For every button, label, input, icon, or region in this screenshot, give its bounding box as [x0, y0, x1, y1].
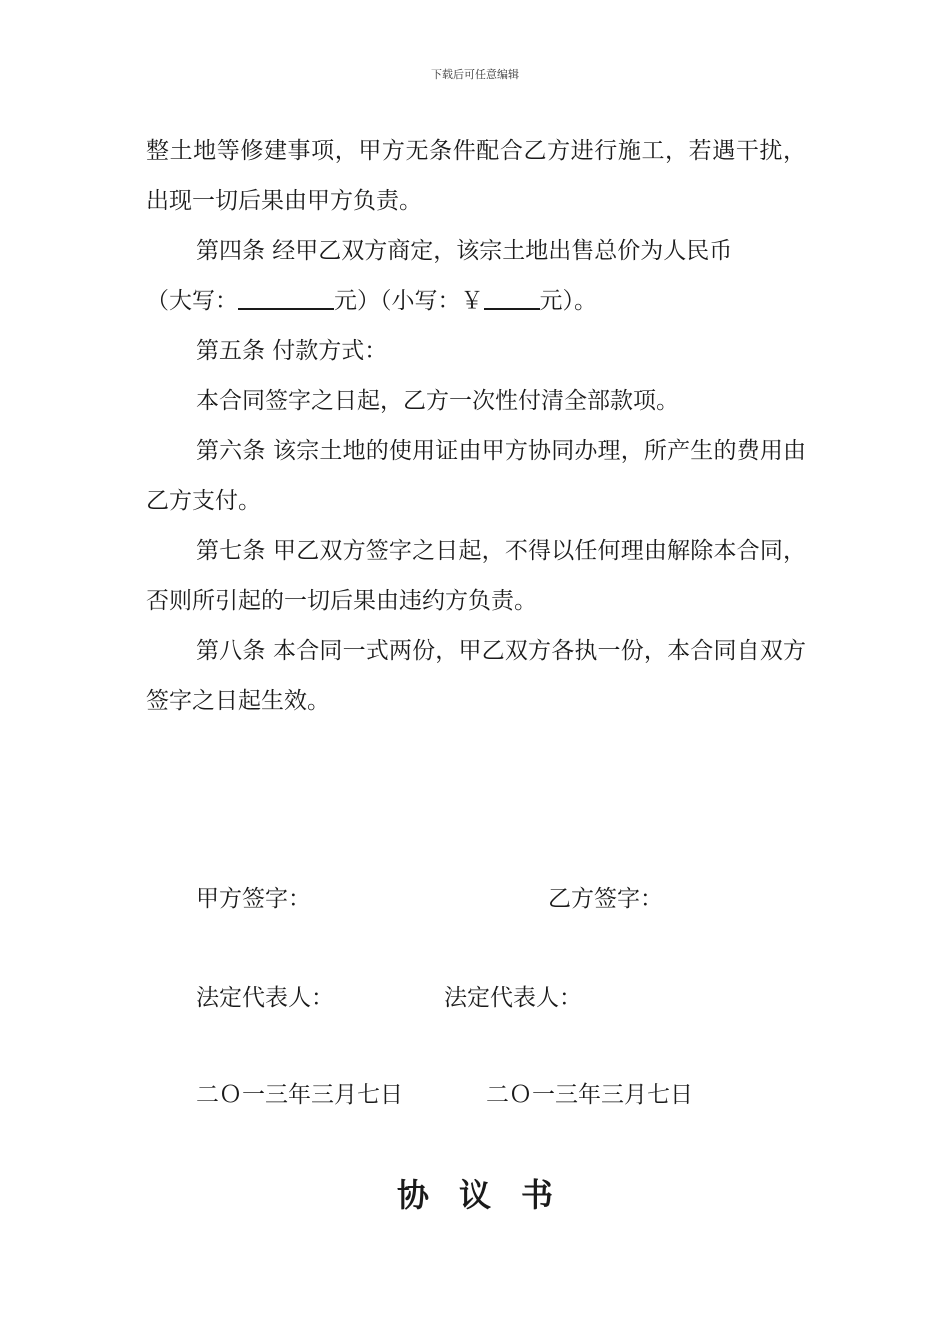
party-b-date: 二Ｏ一三年三月七日: [486, 1082, 693, 1108]
price-line: [146, 276, 806, 326]
party-b-representative-label: 法定代表人：: [444, 985, 582, 1011]
article-eight: 第八条 本合同一式两份，甲乙双方各执一份，本合同自双方签字之日起生效。: [146, 638, 806, 714]
price-lowercase-blank: [484, 286, 540, 310]
price-uppercase-label: （大写：: [146, 288, 238, 314]
party-a-date: 二Ｏ一三年三月七日: [196, 1082, 403, 1108]
article-four: 第四条 经甲乙双方商定，该宗土地出售总价为人民币: [196, 238, 733, 264]
agreement-title: 协议书: [396, 1176, 583, 1214]
date-row: [196, 1080, 693, 1110]
party-b-signature-label: 乙方签字：: [548, 886, 663, 912]
paragraph-continuation: 整土地等修建事项，甲方无条件配合乙方进行施工，若遇干扰，出现一切后果由甲方负责。: [146, 138, 806, 214]
article-five: 第五条 付款方式：: [196, 338, 388, 364]
price-uppercase-blank: [238, 286, 334, 310]
party-a-signature-label: 甲方签字：: [196, 886, 311, 912]
price-lowercase-label: 元）（小写：￥: [334, 288, 484, 314]
party-a-representative-label: 法定代表人：: [196, 985, 334, 1011]
representative-row: [196, 983, 582, 1013]
page-header-note: 下载后可任意编辑: [431, 68, 519, 81]
contract-body: [146, 126, 806, 726]
price-line-end: 元）。: [539, 288, 597, 314]
article-six: 第六条 该宗土地的使用证由甲方协同办理，所产生的费用由乙方支付。: [146, 438, 806, 514]
article-seven: 第七条 甲乙双方签字之日起，不得以任何理由解除本合同，否则所引起的一切后果由违约方负责。: [146, 538, 806, 614]
payment-terms: 本合同签字之日起，乙方一次性付清全部款项。: [196, 388, 679, 414]
signature-row: [196, 884, 663, 914]
